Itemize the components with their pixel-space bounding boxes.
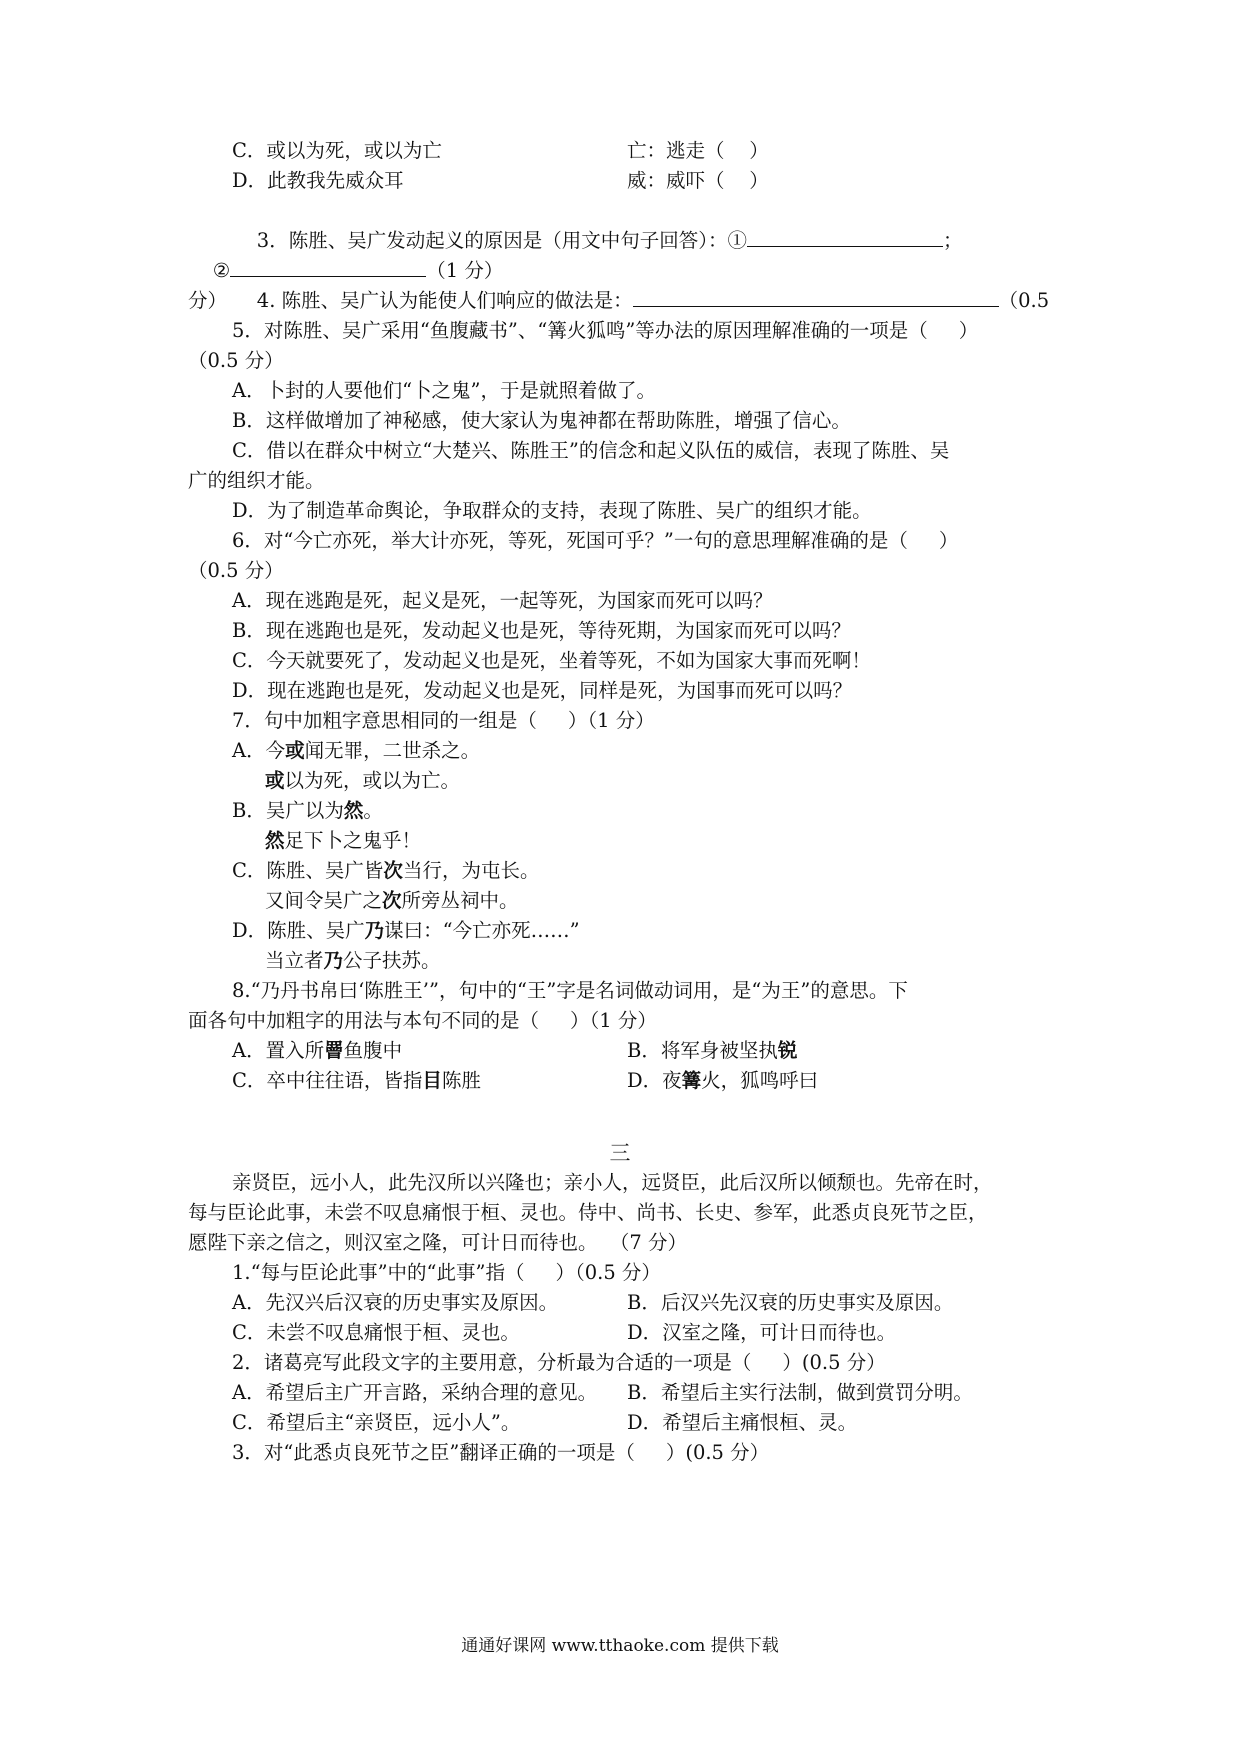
q7-option-b-line1: B．吴广以为然。 [232,799,383,822]
bold-char: 罾 [324,1039,344,1062]
q2-option-d: D．此教我先威众耳 [232,169,404,192]
bold-char: 篝 [681,1069,702,1092]
s3-q2-option-a: A．希望后主广开言路，采纳合理的意见。 [232,1381,598,1404]
s3-q1-option-b: B．后汉兴先汉衰的历史事实及原因。 [627,1291,954,1314]
question-8: 8.“乃丹书帛曰‘陈胜王’”，句中的“王”字是名词做动词用，是“为王”的意思。下 [232,979,908,1002]
question-6-score: （0.5 分） [188,559,284,582]
bold-char: 次 [382,889,402,912]
q2-option-c-answer: 亡：逃走（ ） [627,139,769,162]
question-8-line2: 面各句中加粗字的用法与本句不同的是（ ）（1 分） [188,1009,657,1032]
s3-q1-option-a: A．先汉兴后汉衰的历史事实及原因。 [232,1291,559,1314]
bold-char: 然 [265,829,285,852]
q5-option-b: B．这样做增加了神秘感，使大家认为鬼神都在帮助陈胜，增强了信心。 [232,409,851,432]
q5-option-c-cont: 广的组织才能。 [188,469,325,492]
bold-char: 然 [343,799,364,822]
page-footer: 通通好课网 www.tthaoke.com 提供下载 [461,1636,779,1656]
question-7: 7．句中加粗字意思相同的一组是（ ）（1 分） [232,709,655,732]
question-6: 6．对“今亡亦死，举大计亦死，等死，死国可乎？”一句的意思理解准确的是（ ） [232,529,959,552]
question-5-score: （0.5 分） [188,349,284,372]
q7-option-d-line1: D．陈胜、吴广乃谋曰：“今亡亦死……” [232,919,580,942]
s3-q1-option-d: D．汉室之隆，可计日而待也。 [627,1321,897,1344]
answer-blank-q4[interactable] [633,288,999,307]
s3-q1-option-c: C．未尝不叹息痛恨于桓、灵也。 [232,1321,520,1344]
q7-option-a-line1: A．今或闻无罪，二世杀之。 [232,739,481,762]
question-4-line2: 分） [188,289,228,312]
q5-option-c: C．借以在群众中树立“大楚兴、陈胜王”的信念和起义队伍的威信，表现了陈胜、吴 [232,439,950,462]
question-3-text: 3．陈胜、吴广发动起义的原因是（用文中句子回答）：① [256,229,747,252]
passage-line-2: 每与臣论此事，未尝不叹息痛恨于桓、灵也。侍中、尚书、长史、参军，此悉贞良死节之臣， [188,1201,988,1224]
q6-option-d: D．现在逃跑也是死，发动起义也是死，同样是死，为国事而死可以吗？ [232,679,853,702]
question-5: 5．对陈胜、吴广采用“鱼腹藏书”、“篝火狐鸣”等办法的原因理解准确的一项是（ ） [232,319,979,342]
q6-option-c: C．今天就要死了，发动起义也是死，坐着等死，不如为国家大事而死啊！ [232,649,871,672]
q8-option-c: C．卒中往往语，皆指目陈胜 [232,1069,481,1092]
q8-option-b: B．将军身被坚执锐 [627,1039,798,1062]
question-4-text: 4. 陈胜、吴广认为能使人们响应的做法是： [256,289,633,312]
question-3-line2: ② （1 分） [212,259,504,282]
q5-option-a: A．卜封的人要他们“卜之鬼”，于是就照着做了。 [232,379,657,402]
s3-q2-option-b: B．希望后主实行法制，做到赏罚分明。 [627,1381,973,1404]
bold-char: 次 [383,859,403,882]
s3-question-3: 3．对“此悉贞良死节之臣”翻译正确的一项是（ ）(0.5 分） [232,1441,770,1464]
bold-char: 乃 [323,949,344,972]
q7-option-c-line2: 又间令吴广之次所旁丛祠中。 [265,889,519,912]
q7-option-a-line2: 或以为死，或以为亡。 [265,769,461,792]
s3-q2-option-d: D．希望后主痛恨桓、灵。 [627,1411,858,1434]
passage-line-1: 亲贤臣，远小人，此先汉所以兴隆也；亲小人，远贤臣，此后汉所以倾颓也。先帝在时， [232,1171,993,1194]
section-heading: 三 [609,1141,631,1165]
bold-char: 乃 [364,919,385,942]
question-3: 3．陈胜、吴广发动起义的原因是（用文中句子回答）：① ； [256,229,963,252]
q2-option-c: C．或以为死，或以为亡 [232,139,442,162]
bold-char: 锐 [777,1039,798,1062]
q5-option-d: D．为了制造革命舆论，争取群众的支持，表现了陈胜、吴广的组织才能。 [232,499,872,522]
question-4: 4. 陈胜、吴广认为能使人们响应的做法是： （0.5 [256,289,1050,312]
q8-option-d: D．夜篝火，狐鸣呼曰 [627,1069,819,1092]
bold-char: 或 [265,769,285,792]
s3-question-2: 2．诸葛亮写此段文字的主要用意，分析最为合适的一项是（ ）(0.5 分） [232,1351,886,1374]
answer-blank-1[interactable] [747,228,943,247]
q7-option-c-line1: C．陈胜、吴广皆次当行，为屯长。 [232,859,540,882]
passage-line-3: 愿陛下亲之信之，则汉室之隆，可计日而待也。 （7 分） [188,1231,688,1254]
q2-option-d-answer: 威：威吓（ ） [627,169,769,192]
bold-char: 或 [285,739,305,762]
s3-question-1: 1.“每与臣论此事”中的“此事”指（ ）（0.5 分） [232,1261,661,1284]
s3-q2-option-c: C．希望后主“亲贤臣，远小人”。 [232,1411,521,1434]
q6-option-b: B．现在逃跑也是死，发动起义也是死，等待死期，为国家而死可以吗？ [232,619,851,642]
q6-option-a: A．现在逃跑是死，起义是死，一起等死，为国家而死可以吗？ [232,589,773,612]
q8-option-a: A．置入所罾鱼腹中 [232,1039,403,1062]
bold-char: 目 [422,1069,442,1092]
q7-option-b-line2: 然足下卜之鬼乎！ [265,829,422,852]
q7-option-d-line2: 当立者乃公子扶苏。 [265,949,441,972]
